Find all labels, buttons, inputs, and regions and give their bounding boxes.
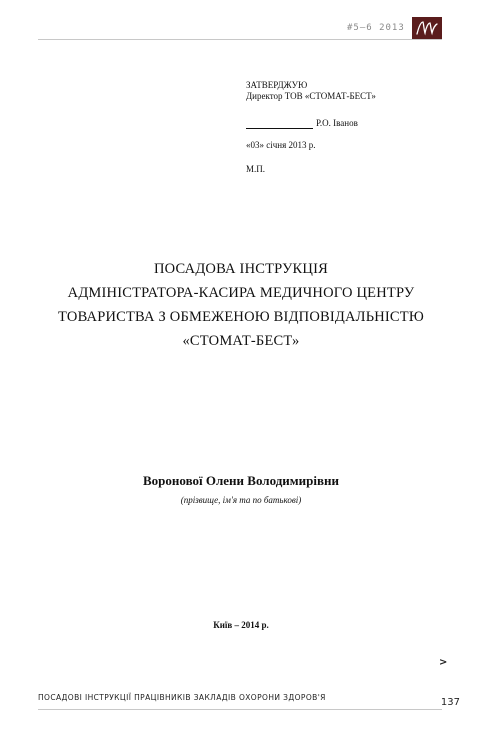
approval-position: Директор ТОВ «СТОМАТ-БЕСТ»: [246, 91, 376, 101]
title-line-1: ПОСАДОВА ІНСТРУКЦІЯ: [154, 261, 328, 277]
journal-logo-icon: [412, 17, 442, 39]
signature-line: [246, 119, 313, 129]
header-divider: [38, 39, 442, 40]
place-and-year: Київ – 2014 р.: [213, 620, 269, 630]
approval-block: [246, 80, 376, 175]
employee-name: Воронової Олени Володимирівни: [143, 473, 339, 488]
signatory-name: Р.О. Іванов: [316, 118, 358, 128]
issue-number: #5–6 2013: [347, 23, 405, 33]
employee-name-caption: (прізвище, ім'я та по батькові): [180, 495, 302, 505]
signature-row: [246, 118, 376, 129]
title-line-3: ТОВАРИСТВА З ОБМЕЖЕНОЮ ВІДПОВІДАЛЬНІСТЮ: [58, 309, 424, 325]
footer-divider: [38, 709, 442, 710]
approval-heading: ЗАТВЕРДЖУЮ: [246, 80, 308, 90]
document-title: [40, 257, 442, 353]
footer-section-title: ПОСАДОВІ ІНСТРУКЦІЇ ПРАЦІВНИКІВ ЗАКЛАДІВ ОХОРОНИ ЗДОРОВ'Я: [38, 693, 326, 702]
seal-mark: М.П.: [246, 164, 266, 174]
next-page-arrow-icon[interactable]: >: [439, 657, 448, 668]
approval-date: «03» січня 2013 р.: [246, 140, 316, 150]
page-number: 137: [440, 697, 460, 708]
title-line-4: «СТОМАТ-БЕСТ»: [182, 333, 300, 349]
title-line-2: АДМІНІСТРАТОРА-КАСИРА МЕДИЧНОГО ЦЕНТРУ: [67, 285, 415, 301]
